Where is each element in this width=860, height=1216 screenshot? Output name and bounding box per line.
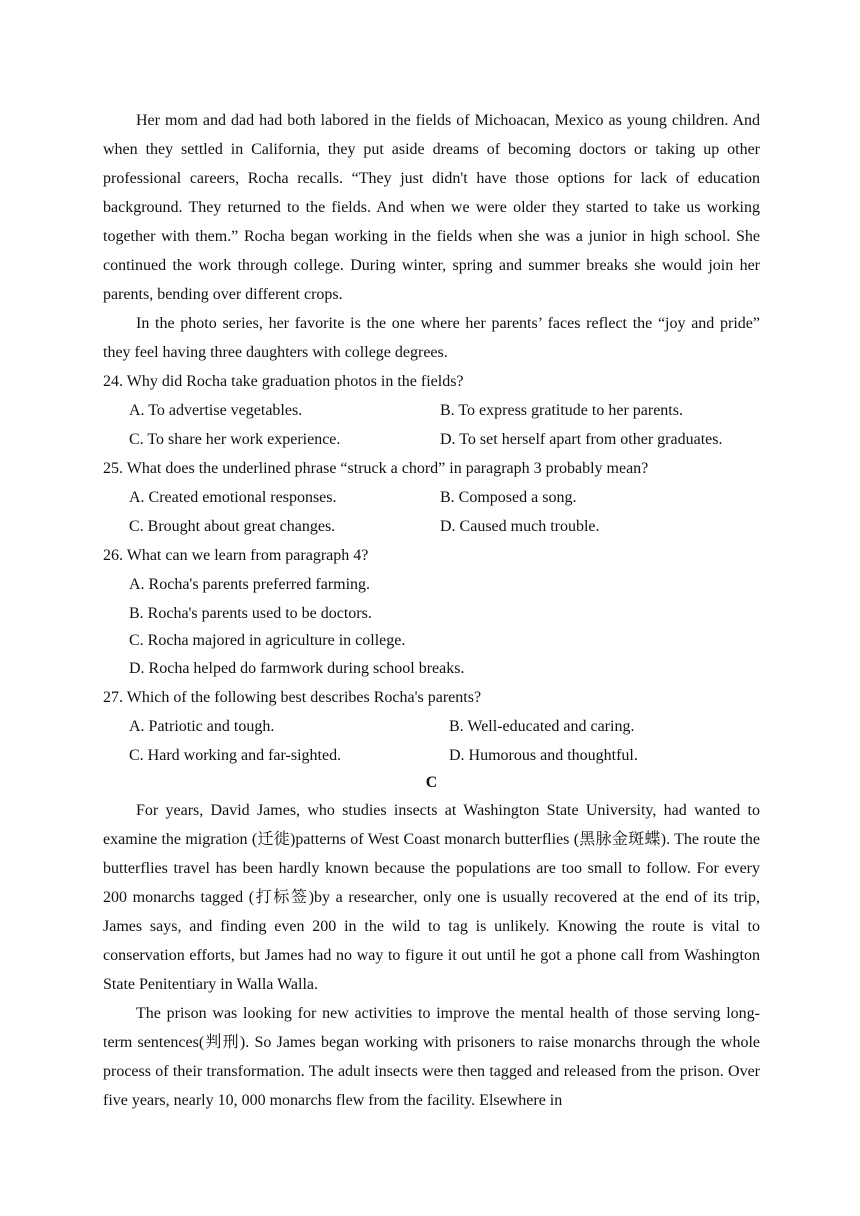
question-stem: 26. What can we learn from paragraph 4? [103, 547, 369, 564]
question-stem: 25. What does the underlined phrase “struck a chord” in paragraph 3 probably mean? [103, 460, 649, 477]
option-b: B. Well-educated and caring. [449, 718, 635, 735]
passage-c-paragraph-2: The prison was looking for new activities to improve the mental health of those serving long-term sentences(判刑). So James began working with prisoners to raise monarchs through the whole process of their transformation. The adult insects were then tagged and released from the prison. Over five years, nearly 10, 000 monarchs flew from the facility. Elsewhere in [103, 1005, 760, 1109]
passage-b-paragraph-4: Her mom and dad had both labored in the fields of Michoacan, Mexico as young children. And when they settled in California, they put aside dreams of becoming doctors or taking up other professional careers, Rocha recalls. “They just didn't have those options for lack of education background. They returned to the fields. And when we were older they started to take us working together with them.” Rocha began working in the fields when she was a junior in high school. She continued the work through college. During winter, spring and summer breaks she would join her parents, bending over different crops. [103, 112, 760, 303]
option-d: D. Humorous and thoughtful. [449, 747, 638, 764]
option-row [103, 425, 760, 454]
section-heading: C [425, 774, 438, 791]
passage-b-paragraph-5: In the photo series, her favorite is the one where her parents’ faces reflect the “joy and pride” they feel having three daughters with college degrees. [103, 315, 760, 361]
option-row [103, 741, 760, 770]
option-row [103, 396, 760, 425]
option-a: A. Created emotional responses. [129, 489, 337, 506]
option-c: C. To share her work experience. [129, 431, 341, 448]
passage-c-paragraph-1: For years, David James, who studies insects at Washington State University, had wanted to examine the migration (迁徙)patterns of West Coast monarch butterflies (黑脉金斑蝶). The route the butterflies travel has been hardly known because the populations are too small to follow. For every 200 monarchs tagged (打标签)by a researcher, only one is usually recovered at the end of its trip, James says, and finding even 200 in the wild to tag is unlikely. Knowing the route is vital to conservation efforts, but James had no way to figure it out until he got a phone call from Washington State Penitentiary in Walla Walla. [103, 802, 760, 993]
question-26 [103, 541, 760, 683]
option-d: D. Rocha helped do farmwork during school breaks. [129, 660, 465, 677]
option-c: C. Brought about great changes. [129, 518, 336, 535]
option-a: A. Rocha's parents preferred farming. [129, 576, 371, 593]
option-d: D. To set herself apart from other graduates. [440, 431, 723, 448]
question-24 [103, 367, 760, 454]
option-row [103, 483, 760, 512]
option-b: B. Rocha's parents used to be doctors. [129, 605, 372, 622]
option-c: C. Hard working and far-sighted. [129, 747, 342, 764]
option-b: B. To express gratitude to her parents. [440, 402, 683, 419]
option-a: A. To advertise vegetables. [129, 402, 303, 419]
question-stem: 27. Which of the following best describes Rocha's parents? [103, 689, 482, 706]
question-stem: 24. Why did Rocha take graduation photos in the fields? [103, 373, 464, 390]
page-content [103, 106, 760, 1115]
option-c: C. Rocha majored in agriculture in college. [129, 632, 406, 649]
option-b: B. Composed a song. [440, 489, 577, 506]
option-row [103, 512, 760, 541]
option-row [103, 712, 760, 741]
question-27 [103, 683, 760, 770]
option-d: D. Caused much trouble. [440, 518, 600, 535]
question-25 [103, 454, 760, 541]
option-a: A. Patriotic and tough. [129, 718, 275, 735]
